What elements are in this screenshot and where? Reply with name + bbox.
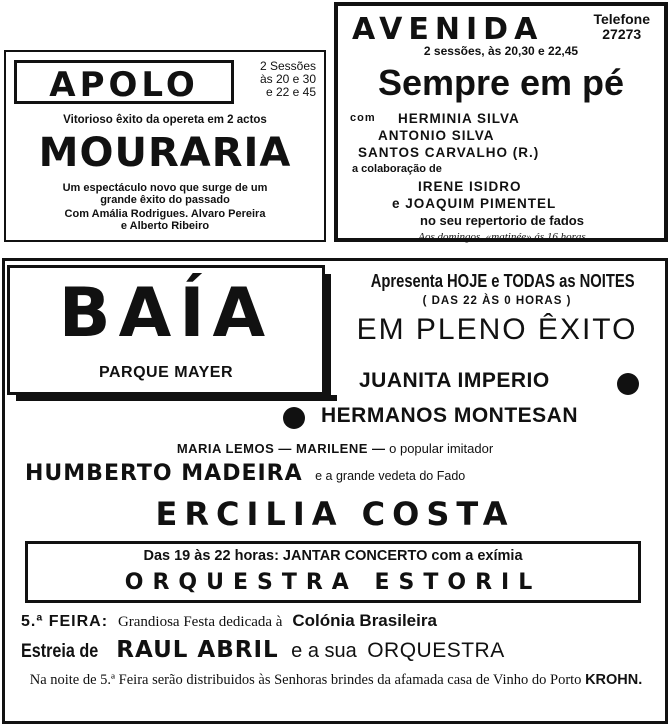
avenida-cast5: e JOAQUIM PIMENTEL (392, 196, 557, 211)
baia-act-hermanos: HERMANOS MONTESAN (321, 404, 579, 427)
apolo-description (12, 182, 318, 206)
avenida-with-label: com (350, 112, 376, 124)
apolo-description-line2: grande êxito do passado (100, 194, 230, 206)
avenida-cast3: SANTOS CARVALHO (R.) (358, 145, 540, 160)
bullet-dot-icon (283, 407, 305, 429)
baia-feira-row (21, 611, 655, 631)
avenida-repertoire: no seu repertorio de fados (420, 213, 584, 228)
baia-supporting-rest: o popular imitador (389, 441, 494, 456)
baia-feira-text: Grandiosa Festa dedicada à (117, 614, 283, 630)
apolo-cast-line2: e Alberto Ribeiro (120, 220, 210, 232)
baia-note-brand: KROHN. (585, 672, 643, 688)
baia-venue: PARQUE MAYER (98, 364, 234, 381)
baia-star: ERCILIA COSTA (155, 495, 515, 533)
apolo-title: APOLO (49, 65, 199, 105)
baia-supporting-acts (5, 441, 665, 456)
baia-dinner-box (25, 541, 641, 603)
apolo-sessions-line2: às 20 e 30 (259, 72, 316, 86)
avenida-cast4: IRENE ISIDRO (418, 179, 522, 194)
baia-note-text: Na noite de 5.ª Feira serão distribuidos às Senhoras brindes da afamada casa de Vinho do Porto (29, 672, 582, 688)
avenida-cast-line1 (350, 110, 654, 127)
avenida-show-title: Sempre em pé (377, 62, 625, 103)
baia-sua: e a sua (291, 640, 357, 662)
apolo-show-title: MOURARIA (38, 130, 292, 176)
avenida-ad (334, 2, 668, 242)
baia-title-box (7, 265, 325, 395)
apolo-ad (4, 50, 326, 242)
apolo-sessions-line1: 2 Sessões (259, 59, 316, 73)
baia-act-juanita: JUANITA IMPERIO (359, 369, 550, 392)
avenida-title: AVENIDA (352, 12, 544, 47)
apolo-sessions-line3: e 22 e 45 (265, 85, 316, 99)
apolo-description-line1: Um espectáculo novo que surge de um (62, 182, 268, 194)
baia-feira-label: 5.ª FEIRA: (21, 613, 109, 630)
avenida-cast1: HERMINIA SILVA (398, 111, 520, 126)
avenida-sessions: 2 sessões, às 20,30 e 22,45 (423, 44, 579, 58)
avenida-cast (350, 110, 654, 246)
baia-supporting-names: MARIA LEMOS — MARILENE — (176, 441, 386, 456)
avenida-cast2: ANTONIO SILVA (378, 128, 495, 143)
baia-title-shadow-right (325, 274, 331, 401)
apolo-cast-line1: Com Amália Rodrigues. Alvaro Pereira (64, 208, 266, 220)
baia-vedeta: e a grande vedeta do Fado (315, 469, 466, 483)
baia-note (19, 671, 653, 690)
avenida-collaboration: a colaboração de (352, 163, 442, 175)
apolo-subtitle: Vitorioso êxito da opereta em 2 actos (63, 114, 267, 126)
baia-orchestra: ORQUESTRA ESTORIL (124, 570, 542, 595)
baia-presents: Apresenta HOJE e TODAS as NOITES (370, 271, 635, 291)
baia-title: BAÍA (58, 274, 274, 353)
baia-estreia-row (21, 637, 655, 663)
avenida-phone-number: 27273 (602, 26, 642, 42)
avenida-matinee: Aos domingos, «matinée» ás 16 horas (418, 231, 586, 243)
baia-title-shadow-bottom (16, 395, 337, 401)
avenida-phone-label: Telefone (593, 11, 650, 27)
baia-ad (2, 258, 668, 724)
avenida-phone (593, 12, 650, 42)
baia-success: EM PLENO ÊXITO (356, 313, 638, 346)
baia-estreia: Estreia de (21, 641, 99, 662)
apolo-cast (12, 208, 318, 232)
apolo-sessions (238, 60, 316, 99)
baia-dinner: Das 19 às 22 horas: JANTAR CONCERTO com a exímia (143, 548, 523, 564)
apolo-title-box (14, 60, 234, 104)
baia-madeira-row (25, 461, 655, 486)
baia-raul: RAUL ABRIL (116, 637, 279, 663)
bullet-dot-icon (617, 373, 639, 395)
baia-orquestra-word: ORQUESTRA (367, 639, 505, 662)
baia-hours: ( DAS 22 ÀS 0 HORAS ) (422, 295, 572, 307)
baia-colonia: Colónia Brasileira (292, 611, 437, 630)
baia-madeira: HUMBERTO MADEIRA (25, 461, 303, 486)
